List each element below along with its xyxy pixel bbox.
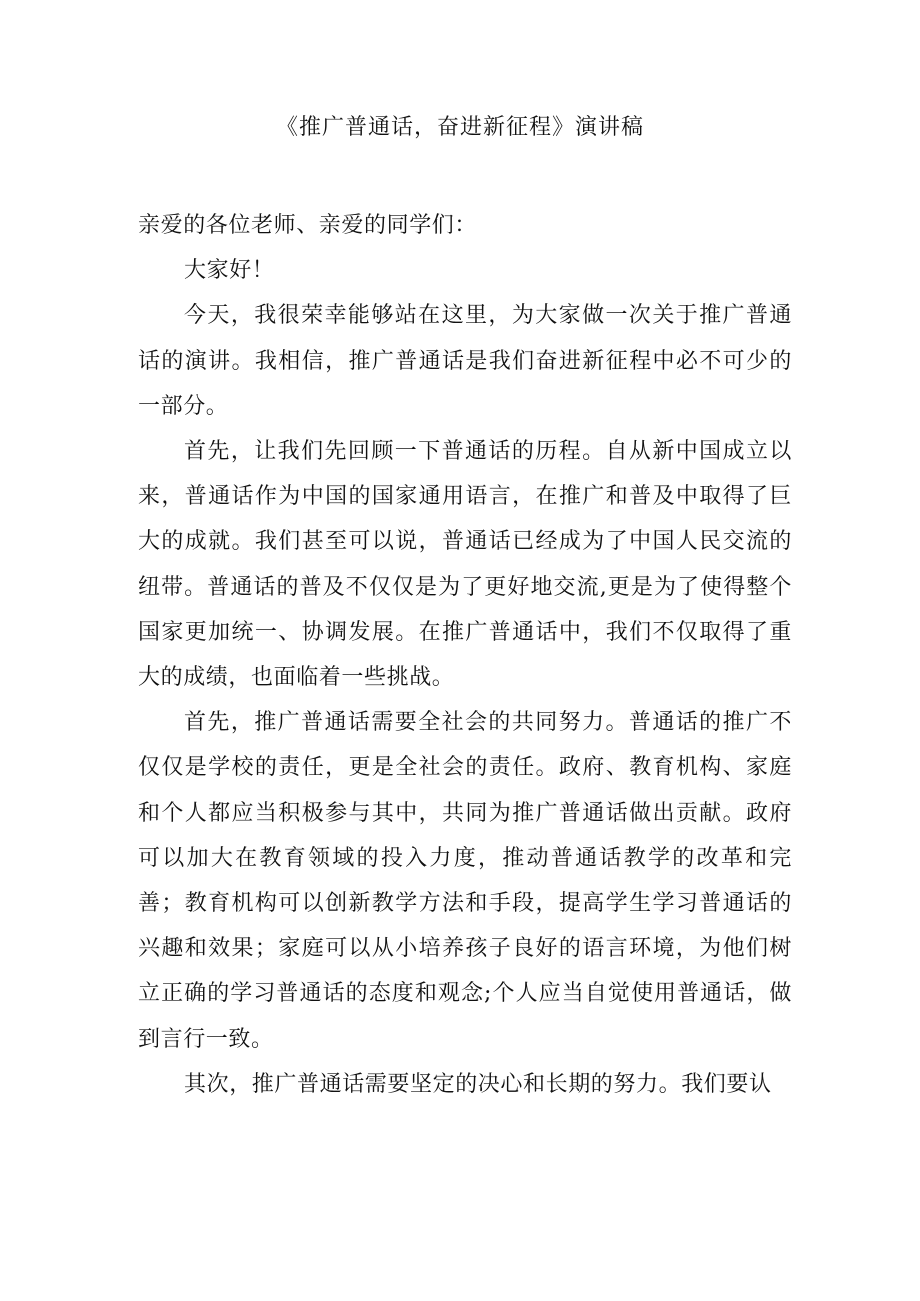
paragraph-determination: 其次，推广普通话需要坚定的决心和长期的努力。我们要认 — [184, 1071, 772, 1097]
document-title: 《推广普通话，奋进新征程》演讲稿 — [275, 115, 644, 140]
paragraph-society-effort: 首先，推广普通话需要全社会的共同努力。普通话的推广不仅仅是学校的责任，更是全社会的责任。政府、教育机构、家庭和个人都应当积极参与其中，共同为推广普通话做出贡献。政府可以加大在教育领域的投入力度，推动普通话教学的改革和完善；教育机构可以创新教学方法和手段，提高学生学习普通话的兴趣和效果；家庭可以从小培养孩子良好的语言环境，为他们树立正确的学习普通话的态度和观念;个人应当自觉使用普通话，做到言行一致。 — [138, 710, 792, 1052]
paragraph-history: 首先，让我们先回顾一下普通话的历程。自从新中国成立以来，普通话作为中国的国家通用语言，在推广和普及中取得了巨大的成就。我们甚至可以说，普通话已经成为了中国人民交流的纽带。普通话的普及不仅仅是为了更好地交流,更是为了使得整个国家更加统一、协调发展。在推广普通话中，我们不仅取得了重大的成绩，也面临着一些挑战。 — [138, 439, 792, 691]
document-body — [138, 203, 792, 1107]
paragraph-greeting: 大家好！ — [184, 258, 275, 284]
paragraph-intro: 今天，我很荣幸能够站在这里，为大家做一次关于推广普通话的演讲。我相信，推广普通话是我们奋进新征程中必不可少的一部分。 — [138, 303, 792, 419]
salutation: 亲爱的各位老师、亲爱的同学们： — [138, 213, 478, 238]
